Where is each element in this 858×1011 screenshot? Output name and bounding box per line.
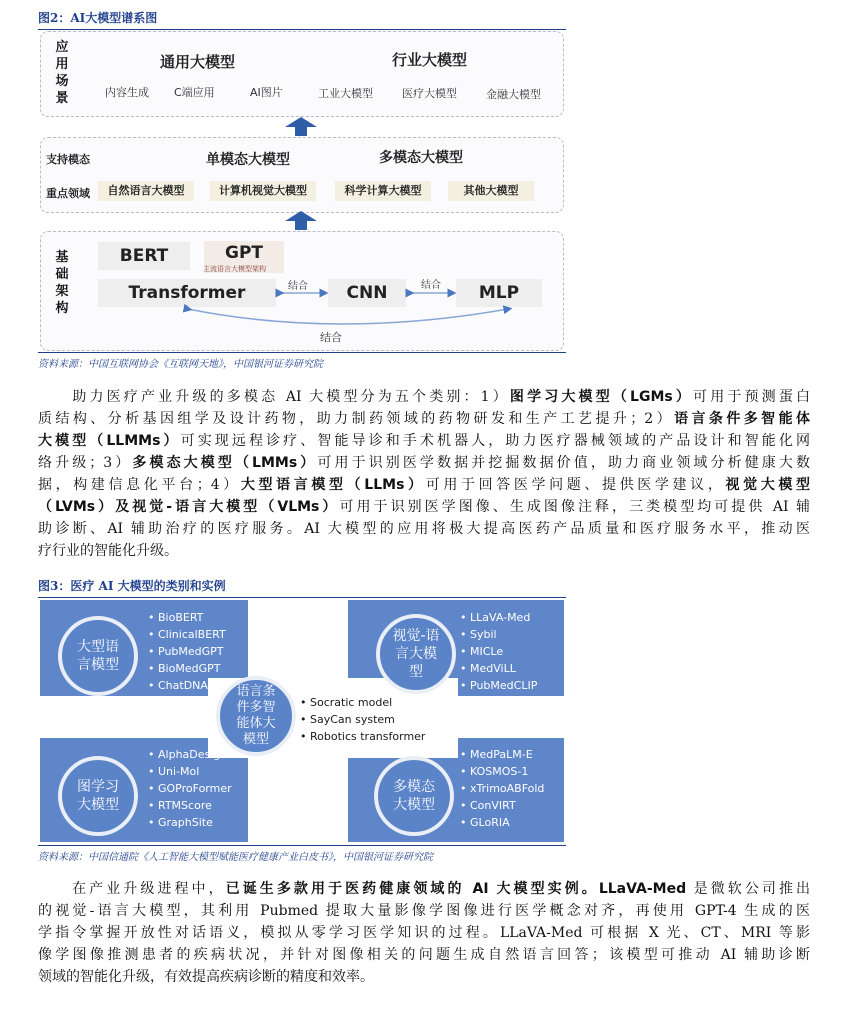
list-item: • MedViLL — [460, 660, 537, 677]
single-modal-title: 单模态大模型 — [206, 152, 290, 168]
list-item: • MedPaLM-E — [460, 746, 544, 763]
scenario-item: 金融大模型 — [486, 88, 541, 101]
list-item: • GOProFormer — [148, 780, 232, 797]
domain-chip: 自然语言大模型 — [98, 181, 194, 201]
paragraph-line: 学指令掌握开放性对话语义，模拟从零学习医学知识的过程。LLaVA-Med 可根据 X 光、CT、MRI 等影 — [38, 925, 810, 941]
scenario-item: C端应用 — [174, 86, 215, 99]
list-item: • AlphaDesign — [148, 746, 232, 763]
llmm-examples — [300, 694, 425, 745]
gpt-subtitle: 主流语言大模型架构 — [203, 265, 266, 273]
gpt-box: GPT — [204, 241, 284, 273]
list-item: • ClinicalBERT — [148, 626, 226, 643]
cnn-box: CNN — [328, 279, 406, 307]
paragraph-line: 领域的智能化升级，有效提高疾病诊断的精度和效率。 — [38, 969, 374, 985]
combine-label: 结合 — [320, 331, 342, 344]
connector-arrows — [38, 27, 566, 352]
list-item: • xTrimoABFold — [460, 780, 544, 797]
mlp-box: MLP — [456, 279, 542, 307]
list-item: • ConVIRT — [460, 797, 544, 814]
figure-2-title: 图2：AI大模型谱系图 — [38, 9, 566, 30]
support-modality-label: 支持模态 — [46, 153, 90, 166]
list-item: • PubMedGPT — [148, 643, 226, 660]
paragraph-line: 在产业升级进程中，已诞生多款用于医药健康领域的 AI 大模型实例。LLaVA-Med 是微软公司推出 — [38, 881, 811, 897]
lgm-examples — [148, 746, 232, 831]
domain-chip: 其他大模型 — [448, 181, 534, 201]
scenario-item: 工业大模型 — [318, 87, 373, 100]
list-item: • GLoRIA — [460, 814, 544, 831]
multi-modal-title: 多模态大模型 — [379, 150, 463, 166]
domain-chip: 科学计算大模型 — [335, 181, 431, 201]
paragraph-line: 络升级；3）多模态大模型（LMMs）可用于识别医学数据并挖掘数据价值，助力商业领域分析健康大数 — [38, 455, 810, 471]
industry-model-title: 行业大模型 — [392, 51, 468, 69]
figure-3-source: 资料来源：中国信通院《人工智能大模型赋能医疗健康产业白皮书》，中国银河证券研究院 — [38, 845, 566, 863]
llmm-circle: 语言条件多智能体大模型 — [216, 676, 296, 756]
ai-model-lineage-diagram — [38, 27, 566, 352]
architecture-side-label: 基 础 架 构 — [55, 250, 69, 316]
list-item: • SayCan system — [300, 711, 425, 728]
transformer-box: Transformer — [98, 279, 276, 307]
list-item: • BioMedGPT — [148, 660, 226, 677]
lmm-examples — [460, 746, 544, 831]
list-item: • Robotics transformer — [300, 728, 425, 745]
figure-2-source: 资料来源：中国互联网协会《互联网天地》，中国银河证券研究院 — [38, 352, 566, 370]
body-paragraph-1 — [38, 386, 810, 562]
figure-3-title: 图3：医疗 AI 大模型的类别和实例 — [38, 577, 566, 598]
list-item: • RTMScore — [148, 797, 232, 814]
medical-ai-model-categories-diagram — [38, 598, 566, 846]
domain-chip: 计算机视觉大模型 — [210, 181, 316, 201]
list-item: • Socratic model — [300, 694, 425, 711]
application-side-label: 应 用 场 景 — [55, 40, 69, 106]
paragraph-line: 疗行业的智能化升级。 — [38, 543, 178, 559]
body-paragraph-2 — [38, 878, 810, 988]
paragraph-line: 据，构建信息化平台；4）大型语言模型（LLMs）可用于回答医学问题、提供医学建议，视觉大模型 — [38, 477, 811, 493]
general-model-title: 通用大模型 — [160, 53, 236, 71]
combine-label: 结合 — [421, 280, 441, 291]
list-item: • ChatDNA — [148, 677, 226, 694]
focus-domain-label: 重点领域 — [46, 187, 90, 200]
llm-examples — [148, 609, 226, 694]
vlm-circle: 视觉-语言大模型 — [376, 614, 456, 694]
paragraph-line: 助力医疗产业升级的多模态 AI 大模型分为五个类别：1）图学习大模型（LGMs）可用于预测蛋白 — [38, 389, 811, 405]
paragraph-line: 大模型（LLMMs）可实现远程诊疗、智能导诊和手术机器人，助力医疗器械领域的产品设计和智能化网 — [38, 433, 810, 449]
combine-label: 结合 — [288, 281, 308, 292]
list-item: • MICLe — [460, 643, 537, 660]
paragraph-line: 的视觉-语言大模型，其利用 Pubmed 提取大量影像学图像进行医学概念对齐，再使用 GPT-4 生成的医 — [38, 903, 810, 919]
vlm-examples — [460, 609, 537, 694]
bert-box: BERT — [98, 242, 190, 270]
lgm-circle: 图学习大模型 — [58, 756, 138, 836]
scenario-item: 医疗大模型 — [402, 87, 457, 100]
list-item: • Sybil — [460, 626, 537, 643]
list-item: • LLaVA-Med — [460, 609, 537, 626]
scenario-item: 内容生成 — [105, 86, 149, 99]
list-item: • PubMedCLIP — [460, 677, 537, 694]
scenario-item: AI图片 — [250, 86, 283, 99]
llm-circle: 大型语言模型 — [58, 616, 138, 696]
paragraph-line: 像学图像推测患者的疾病状况，并针对图像相关的问题生成自然语言回答；该模型可推动 AI 辅助诊断 — [38, 947, 810, 963]
list-item: • GraphSite — [148, 814, 232, 831]
paragraph-line: （LVMs）及视觉-语言大模型（VLMs）可用于识别医学图像、生成图像注释，三类模型均可提供 AI 辅 — [38, 499, 810, 515]
list-item: • BioBERT — [148, 609, 226, 626]
paragraph-line: 助诊断、AI 辅助治疗的医疗服务。AI 大模型的应用将极大提高医药产品质量和医疗服务水平，推动医 — [38, 521, 810, 537]
list-item: • KOSMOS-1 — [460, 763, 544, 780]
paragraph-line: 质结构、分析基因组学及设计药物，助力制药领域的药物研发和生产工艺提升；2）语言条件多智能体 — [38, 411, 811, 427]
list-item: • Uni-Mol — [148, 763, 232, 780]
lmm-circle: 多模态大模型 — [374, 756, 454, 836]
